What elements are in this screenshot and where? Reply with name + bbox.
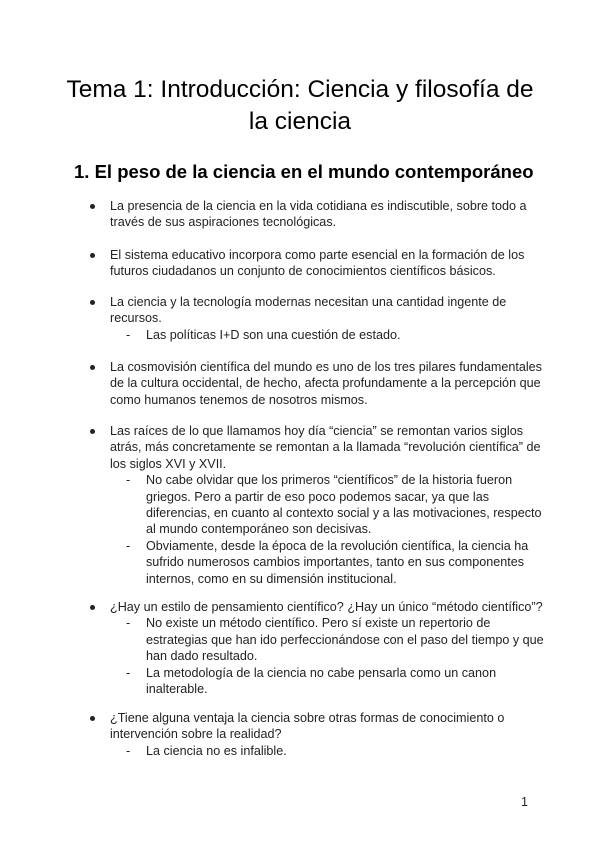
bullet-dot-icon [90,204,95,209]
bullet-dot-icon [90,365,95,370]
list-item [90,294,550,343]
page-number: 1 [521,795,528,809]
bullet-text: La presencia de la ciencia en la vida cotidiana es indiscutible, sobre todo a través de sus aspiraciones tecnológicas. [110,199,527,230]
subitem-text: La ciencia no es infalible. [146,743,287,758]
bullet-text: ¿Tiene alguna ventaja la ciencia sobre otras formas de conocimiento o intervención sobre la realidad? [110,711,505,742]
list-item [90,599,550,697]
bullet-dot-icon [90,716,95,721]
bullet-text: La cosmovisión científica del mundo es uno de los tres pilares fundamentales de la cultura occidental, de hecho, afecta profundamente a la percepción que como humanos tenemos de nosotros mismos. [110,360,542,407]
subitem-text: Las políticas I+D son una cuestión de estado. [146,327,401,342]
subitem-text: No existe un método científico. Pero sí existe un repertorio de estrategias que han ido perfeccionándose con el paso del tiempo y que han dado resultado. [146,616,544,664]
dash-marker: - [126,473,131,488]
section-heading: 1. El peso de la ciencia en el mundo contemporáneo [74,161,534,182]
bullet-text: Las raíces de lo que llamamos hoy día “ciencia” se remontan varios siglos atrás, más concretamente se remontan a la llamada “revolución científica” de los siglos XVI y XVII. [110,424,541,471]
dash-marker: - [126,616,131,631]
bullet-text: La ciencia y la tecnología modernas necesitan una cantidad ingente de recursos. [110,295,507,326]
bullet-text: ¿Hay un estilo de pensamiento científico? ¿Hay un único “método científico”? [110,600,543,614]
dash-marker: - [126,327,131,342]
list-item [90,247,550,280]
subitem-text: La metodología de la ciencia no cabe pensarla como un canon inalterable. [146,665,497,697]
dash-marker: - [126,743,131,758]
bullet-dot-icon [90,253,95,258]
dash-marker: - [126,665,131,680]
bullet-dot-icon [90,429,95,434]
bullet-text: El sistema educativo incorpora como parte esencial en la formación de los futuros ciudadanos un conjunto de conocimientos científicos básicos. [110,248,525,279]
bullet-dot-icon [90,300,95,305]
bullet-dot-icon [90,605,95,610]
list-item [90,359,550,408]
list-item [90,710,550,759]
dash-marker: - [126,538,131,553]
page-title: Tema 1: Introducción: Ciencia y filosofía de la ciencia [66,76,534,135]
subitem-text: No cabe olvidar que los primeros “científicos” de la historia fueron griegos. Pero a partir de eso poco podemos sacar, ya que las diferencias, en cuanto al contexto social y a las motivaciones, respecto al mundo contemporáneo son decisivas. [146,473,542,537]
list-item [90,423,550,587]
list-item [90,198,550,231]
subitem-text: Obviamente, desde la época de la revolución científica, la ciencia ha sufrido numerosos cambios importantes, tanto en sus componentes internos, como en su dimensión institucional. [146,538,529,586]
